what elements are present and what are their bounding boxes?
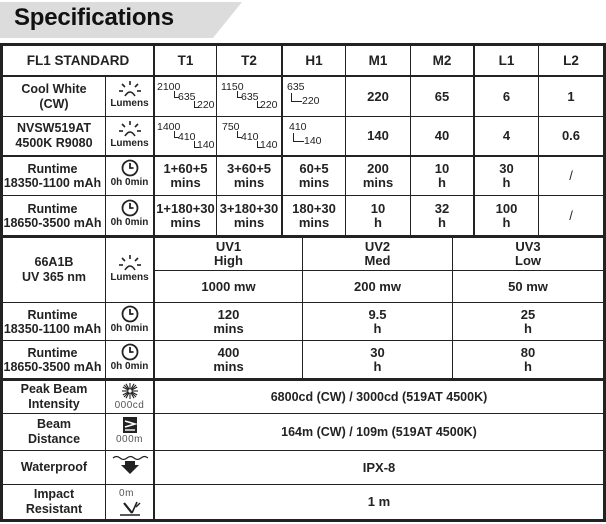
rt2-l2: /: [569, 207, 573, 223]
staircase-cw-t1: 2100 635 220: [157, 81, 215, 111]
uv1-power: 1000 mw: [201, 278, 256, 294]
rt1-m1: 200 mins: [362, 161, 394, 190]
mode-header-t1: T1: [177, 52, 194, 68]
nv-m1: 140: [367, 128, 389, 143]
uv3-header: UV3 Low: [515, 239, 541, 268]
impact-icon: 0m: [106, 488, 153, 517]
rt1-m2: 10 h: [434, 161, 450, 190]
clock-icon: 0h 0min: [106, 199, 153, 228]
rt2-t2: 3+180+30 mins: [219, 200, 279, 230]
page-title: Specifications: [14, 4, 174, 31]
rt1-t2: 3+60+5 mins: [226, 161, 272, 190]
mode-header-l1: L1: [498, 52, 515, 68]
rt2-t1: 1+180+30 mins: [156, 200, 215, 230]
nv-m2: 40: [434, 128, 450, 143]
cw-m1: 220: [367, 88, 389, 104]
clock-icon: 0h 0min: [106, 343, 153, 372]
label-waterproof: Waterproof: [20, 460, 88, 474]
clock-icon: 0h 0min: [106, 305, 153, 334]
row-label-cool-white: Cool White (CW): [21, 81, 87, 111]
rt1-t1: 1+60+5 mins: [163, 161, 208, 190]
rt2-m2: 32 h: [434, 200, 450, 230]
nv-l1: 4: [502, 128, 511, 143]
rt1-h1: 60+5 mins: [298, 161, 330, 190]
label-peak-beam: Peak Beam Intensity: [20, 382, 88, 411]
waterproof-value: IPX-8: [362, 459, 396, 475]
uv-row-label-runtime-18350: Runtime 18350-1100 mAh: [3, 307, 102, 336]
uv1-rt2: 400 mins: [213, 344, 244, 374]
uv2-rt1: 9.5 h: [368, 306, 387, 336]
row-label-66a1b: 66A1B UV 365 nm: [22, 255, 86, 284]
model-name: FL1 STANDARD: [26, 52, 130, 68]
lumens-icon: Lumens: [106, 254, 153, 283]
uv-row-label-runtime-18650: Runtime 18650-3500 mAh: [3, 345, 102, 374]
uv3-rt2: 80 h: [520, 344, 536, 374]
uv2-power: 200 mw: [354, 278, 401, 294]
staircase-nv-t1: 1400 410 140: [157, 121, 215, 151]
staircase-cw-h1: 635 220: [287, 81, 320, 107]
beam-distance-icon: 000m: [106, 416, 153, 445]
row-label-runtime-18650: Runtime 18650-3500 mAh: [3, 201, 102, 230]
rt2-h1: 180+30 mins: [292, 200, 336, 230]
rt1-l2: /: [569, 168, 573, 183]
label-beam-distance: Beam Distance: [27, 417, 81, 446]
lumens-icon: Lumens: [106, 80, 153, 109]
label-impact-resistant: Impact Resistant: [25, 487, 83, 516]
peak-beam-value: 6800cd (CW) / 3000cd (519AT 4500K): [270, 390, 488, 404]
mode-header-h1: H1: [305, 52, 323, 68]
rt2-l1: 100 h: [495, 200, 518, 230]
row-label-runtime-18350: Runtime 18350-1100 mAh: [3, 162, 102, 190]
uv1-header: UV1 High: [214, 239, 243, 268]
mode-header-m1: M1: [368, 52, 388, 68]
staircase-cw-t2: 1150 635 220: [221, 81, 278, 111]
mode-header-t2: T2: [241, 52, 257, 68]
waterproof-icon: [106, 454, 153, 476]
uv1-rt1: 120 mins: [213, 306, 244, 336]
impact-value: 1 m: [367, 494, 391, 509]
cw-m2: 65: [434, 88, 450, 104]
uv2-rt2: 30 h: [370, 344, 385, 374]
mode-header-l2: L2: [563, 52, 579, 68]
mode-header-m2: M2: [432, 52, 452, 68]
lumens-icon: Lumens: [106, 120, 153, 149]
nv-l2: 0.6: [561, 128, 581, 143]
cw-l2: 1: [567, 88, 575, 104]
uv2-header: UV2 Med: [364, 239, 391, 268]
beam-distance-value: 164m (CW) / 109m (519AT 4500K): [281, 425, 477, 439]
staircase-nv-h1: 410 140: [289, 121, 322, 147]
clock-icon: 0h 0min: [106, 159, 153, 188]
uv3-rt1: 25 h: [520, 306, 536, 336]
rt2-m1: 10 h: [370, 200, 386, 230]
rt1-l1: 30 h: [499, 161, 514, 190]
cw-l1: 6: [502, 88, 511, 104]
beam-intensity-icon: 000cd: [106, 382, 153, 411]
row-label-nvsw519at: NVSW519AT 4500K R9080: [15, 121, 93, 150]
staircase-nv-t2: 750 410 140: [222, 121, 278, 151]
uv3-power: 50 mw: [508, 278, 548, 294]
